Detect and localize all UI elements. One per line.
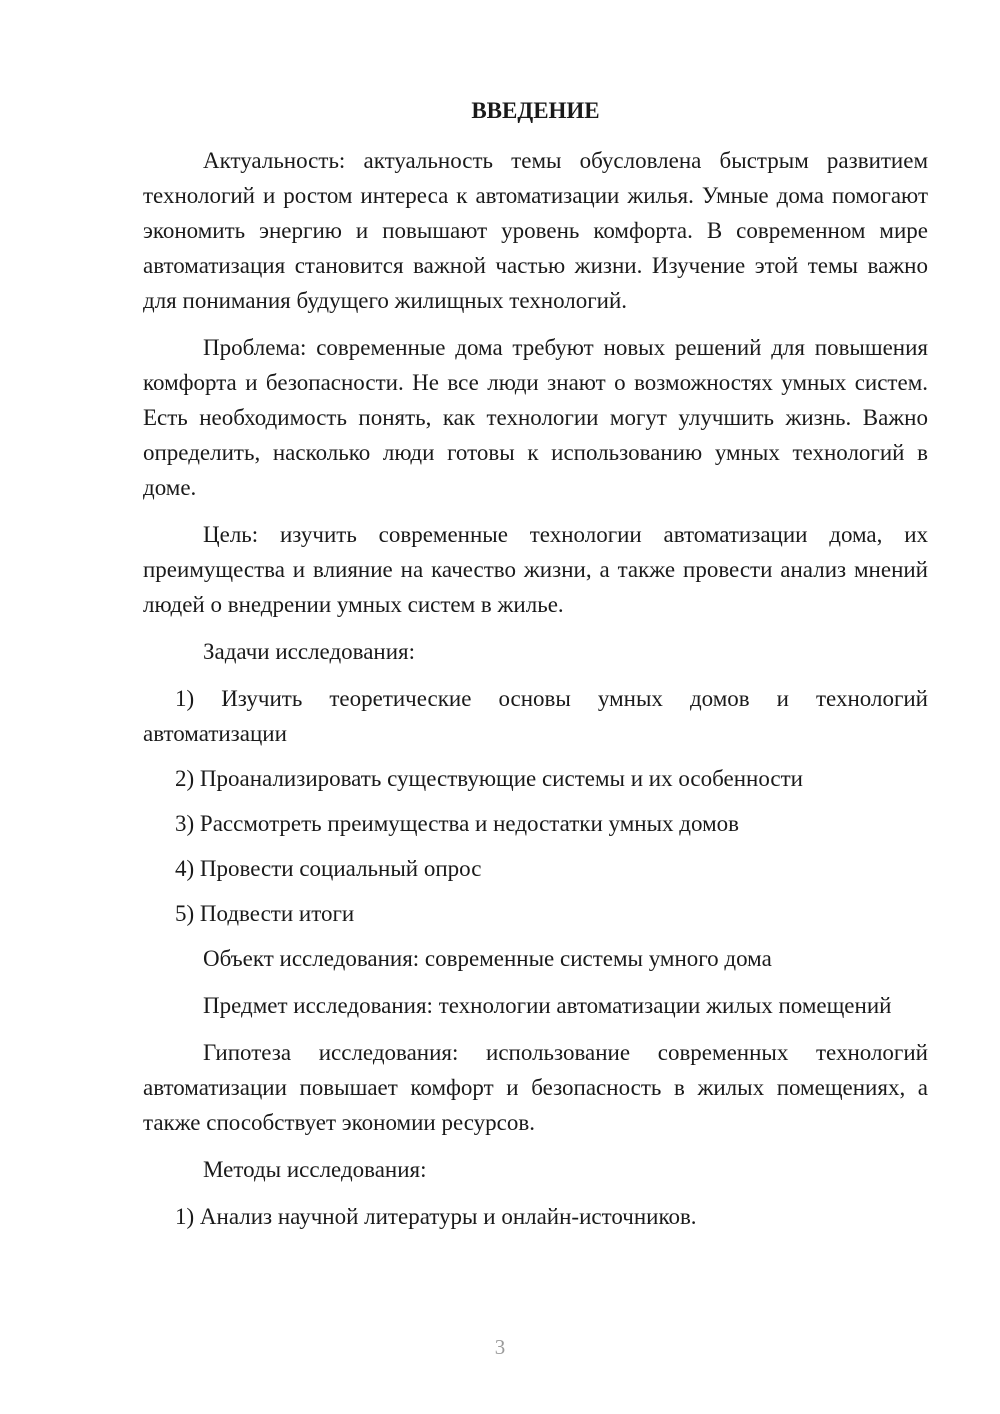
- object-paragraph: Объект исследования: современные системы умного дома: [203, 946, 772, 971]
- relevance-paragraph: Актуальность: актуальность темы обусловлена быстрым развитием технологий и ростом интереса к автоматизации жилья. Умные дома помогают экономить энергию и повышают уровень комфорта. В современном мире автоматизация становится важной частью жизни. Изучение этой темы важно для понимания будущего жилищных технологий.: [143, 148, 928, 313]
- subject-paragraph: Предмет исследования: технологии автоматизации жилых помещений: [203, 993, 892, 1018]
- page-number: 3: [494, 1335, 506, 1359]
- task-item: 2) Проанализировать существующие системы и их особенности: [175, 766, 803, 791]
- task-item: 5) Подвести итоги: [175, 901, 355, 926]
- goal-paragraph: Цель: изучить современные технологии автоматизации дома, их преимущества и влияние на качество жизни, а также провести анализ мнений людей о внедрении умных систем в жилье.: [143, 522, 928, 617]
- problem-paragraph: Проблема: современные дома требуют новых решений для повышения комфорта и безопасности. Не все люди знают о возможностях умных систем. Есть необходимость понять, как технологии могут улучшить жизнь. Важно определить, насколько люди готовы к использованию умных технологий в доме.: [143, 335, 928, 500]
- page-title: ВВЕДЕНИЕ: [471, 98, 600, 123]
- methods-heading: Методы исследования:: [203, 1157, 427, 1182]
- page-content: [143, 94, 928, 1244]
- tasks-heading: Задачи исследования:: [203, 639, 416, 664]
- task-item: 4) Провести социальный опрос: [175, 856, 482, 881]
- method-item: 1) Анализ научной литературы и онлайн-источников.: [175, 1204, 697, 1229]
- hypothesis-paragraph: Гипотеза исследования: использование современных технологий автоматизации повышает комфорт и безопасность в жилых помещениях, а также способствует экономии ресурсов.: [143, 1040, 928, 1135]
- task-item: 1) Изучить теоретические основы умных домов и технологий автоматизации: [143, 686, 928, 746]
- task-item: 3) Рассмотреть преимущества и недостатки умных домов: [175, 811, 739, 836]
